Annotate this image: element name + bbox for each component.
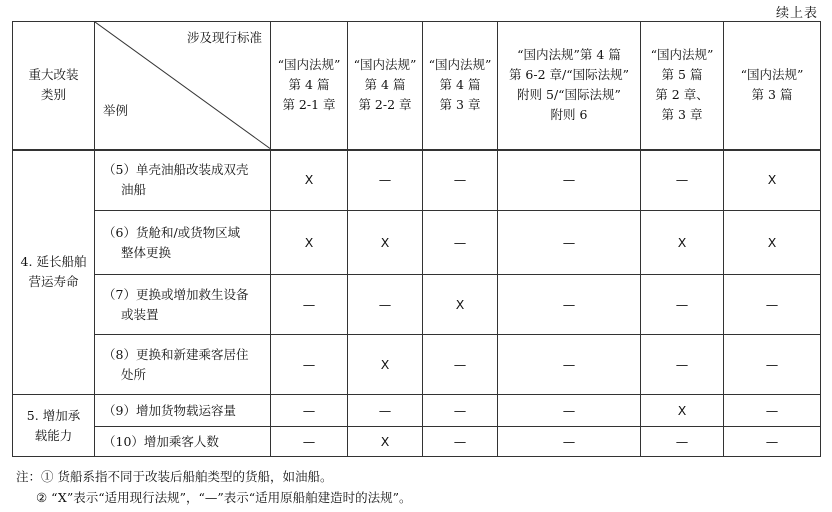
header-standard-5 xyxy=(641,22,724,150)
header-diagonal-cell xyxy=(95,22,271,150)
standard-1-line: 第 4 篇 xyxy=(288,77,330,93)
header-standard-2 xyxy=(348,22,423,150)
mark-cell: X xyxy=(271,150,348,211)
example-cell xyxy=(95,427,271,457)
standard-6-line: “国内法规” xyxy=(740,67,804,83)
mark-cell: X xyxy=(641,395,724,427)
mark-cell: — xyxy=(498,335,641,395)
mark-cell: — xyxy=(641,275,724,335)
mark-cell: — xyxy=(641,150,724,211)
example-text: （6）货舱和/或货物区域 xyxy=(103,224,241,240)
standard-3-line: 第 4 篇 xyxy=(439,77,481,93)
modification-standards-table xyxy=(12,21,821,457)
standard-4-line: 附则 5/“国际法规” xyxy=(517,87,621,103)
category-label-line: 4. 延长船舶 xyxy=(20,254,87,270)
category-label-line: 载能力 xyxy=(34,427,73,443)
header-standard-6 xyxy=(724,22,821,150)
header-category-label-line1: 重大改装 xyxy=(28,67,79,83)
standard-3-line: 第 3 章 xyxy=(439,97,481,113)
standard-1-line: “国内法规” xyxy=(277,57,341,73)
standard-6-line: 第 3 篇 xyxy=(751,87,793,103)
category-cell-increase-capacity xyxy=(13,395,95,457)
mark-cell: X xyxy=(724,211,821,275)
mark-cell: — xyxy=(348,275,423,335)
example-cell xyxy=(95,395,271,427)
mark-cell: X xyxy=(724,150,821,211)
example-text: 油船 xyxy=(121,182,147,198)
standard-5-line: 第 5 篇 xyxy=(661,67,703,83)
example-text: 或装置 xyxy=(121,306,159,322)
note-1: 注：① 货船系指不同于改装后船舶类型的货船，如油船。 xyxy=(16,469,333,484)
mark-cell: — xyxy=(423,211,498,275)
header-standards-label: 涉及现行标准 xyxy=(186,30,262,45)
table-row xyxy=(13,427,821,457)
mark-cell: X xyxy=(348,335,423,395)
example-text: （9）增加货物载运容量 xyxy=(103,402,236,418)
mark-cell: X xyxy=(271,211,348,275)
table-row xyxy=(13,275,821,335)
mark-cell: — xyxy=(724,395,821,427)
example-text: （8）更换和新建乘客居住 xyxy=(103,346,249,362)
mark-cell: — xyxy=(498,395,641,427)
example-text: 处所 xyxy=(121,366,147,382)
note-2: ② “X”表示“适用现行法规”，“—”表示“适用原船舶建造时的法规”。 xyxy=(36,490,412,505)
mark-cell: — xyxy=(423,395,498,427)
mark-cell: — xyxy=(641,335,724,395)
standard-5-line: “国内法规” xyxy=(650,47,714,63)
standard-4-line: 第 6-2 章/“国际法规” xyxy=(508,67,630,83)
header-standard-4 xyxy=(498,22,641,150)
mark-cell: — xyxy=(271,427,348,457)
mark-cell: — xyxy=(271,275,348,335)
mark-cell: — xyxy=(271,395,348,427)
example-text: （10）增加乘客人数 xyxy=(103,433,219,449)
mark-cell: X xyxy=(348,211,423,275)
table-row xyxy=(13,335,821,395)
standard-1-line: 第 2-1 章 xyxy=(282,97,336,113)
standard-4-line: “国内法规”第 4 篇 xyxy=(517,47,621,63)
mark-cell: — xyxy=(498,275,641,335)
mark-cell: X xyxy=(423,275,498,335)
header-category-cell xyxy=(13,22,95,150)
mark-cell: X xyxy=(641,211,724,275)
mark-cell: — xyxy=(724,275,821,335)
continued-table-label: 续上表 xyxy=(775,6,818,21)
table-row xyxy=(13,150,821,211)
example-text: （7）更换或增加救生设备 xyxy=(103,286,249,302)
example-text: （5）单壳油船改装成双壳 xyxy=(103,162,249,178)
mark-cell: — xyxy=(498,150,641,211)
mark-cell: — xyxy=(271,335,348,395)
header-standard-3 xyxy=(423,22,498,150)
mark-cell: — xyxy=(348,150,423,211)
mark-cell: — xyxy=(423,150,498,211)
header-standard-1 xyxy=(271,22,348,150)
standard-2-line: 第 2-2 章 xyxy=(358,97,412,113)
category-label-line: 5. 增加承 xyxy=(26,407,81,423)
standard-3-line: “国内法规” xyxy=(428,57,492,73)
table-row xyxy=(13,395,821,427)
mark-cell: — xyxy=(423,335,498,395)
table-header-row xyxy=(13,22,821,150)
standard-2-line: “国内法规” xyxy=(353,57,417,73)
standard-5-line: 第 2 章、 xyxy=(655,87,709,103)
mark-cell: — xyxy=(498,427,641,457)
mark-cell: — xyxy=(348,395,423,427)
example-text: 整体更换 xyxy=(121,244,172,260)
header-example-label: 举例 xyxy=(103,102,129,118)
example-cell xyxy=(95,275,271,335)
standard-4-line: 附则 6 xyxy=(550,107,588,123)
example-cell xyxy=(95,335,271,395)
category-cell-extend-life xyxy=(13,150,95,395)
category-label-line: 营运寿命 xyxy=(28,274,79,290)
mark-cell: X xyxy=(348,427,423,457)
mark-cell: — xyxy=(498,211,641,275)
table-notes xyxy=(16,466,412,508)
example-cell xyxy=(95,150,271,211)
mark-cell: — xyxy=(724,427,821,457)
standard-2-line: 第 4 篇 xyxy=(364,77,406,93)
example-cell xyxy=(95,211,271,275)
table-row xyxy=(13,211,821,275)
mark-cell: — xyxy=(641,427,724,457)
mark-cell: — xyxy=(423,427,498,457)
header-category-label-line2: 类别 xyxy=(40,87,66,103)
standard-5-line: 第 3 章 xyxy=(661,107,703,123)
mark-cell: — xyxy=(724,335,821,395)
